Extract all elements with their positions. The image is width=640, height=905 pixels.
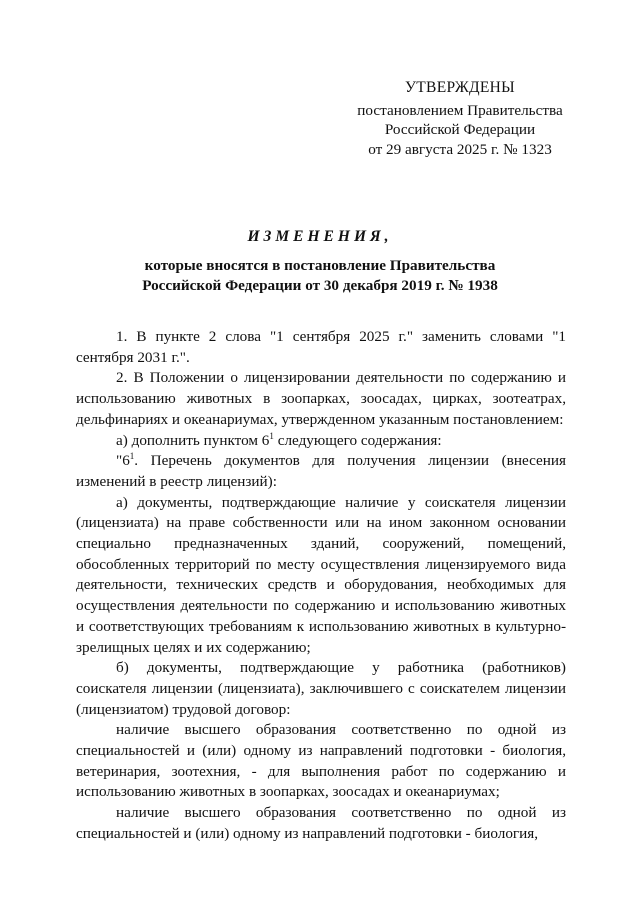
paragraph-4-text-a: "6 bbox=[116, 452, 130, 470]
subheading-line-1: которые вносятся в постановление Правительства bbox=[144, 257, 496, 274]
paragraph-5: а) документы, подтверждающие наличие у соискателя лицензии (лицензиата) на праве собственности или на ином законном основании специально предназначенных зданий, сооружений, помещений, обособленных территорий по месту осуществления лицензируемого вида деятельности, технических средств и оборудования, необходимых для осуществления деятельности по содержанию и использованию животных и соответствующих требованиям к использованию животных в культурно-зрелищных целях и их содержанию; bbox=[76, 493, 566, 656]
paragraph-7: наличие высшего образования соответственно по одной из специальностей и (или) одному из направлений подготовки - биология, ветеринария, зоотехния, - для выполнения работ по содержанию и использованию животных в зоопарках, зоосадах и океанариумах; bbox=[76, 721, 566, 801]
paragraph-3-superscript: 1 bbox=[269, 430, 274, 441]
approval-title: УТВЕРЖДЕНЫ bbox=[405, 79, 515, 96]
paragraph-4-text-b: . Перечень документов для получения лицензии (внесения изменений в реестр лицензий): bbox=[76, 452, 566, 490]
approval-line-3: от 29 августа 2025 г. № 1323 bbox=[368, 140, 552, 158]
paragraph-2: 2. В Положении о лицензировании деятельности по содержанию и использованию животных в зоопарках, зоосадах, цирках, зоотеатрах, дельфинариях и океанариумах, утвержденном указанным постановлением: bbox=[76, 369, 566, 428]
paragraph-3-text-b: следующего содержания: bbox=[273, 431, 442, 449]
paragraph-6: б) документы, подтверждающие у работника (работников) соискателя лицензии (лицензиата), заключившего с соискателем лицензии (лицензиатом) трудовой договор: bbox=[76, 659, 566, 718]
document-body bbox=[76, 327, 566, 845]
paragraph-8: наличие высшего образования соответственно по одной из специальностей и (или) одному из направлений подготовки - биология, bbox=[76, 804, 566, 842]
paragraph-3 bbox=[76, 431, 566, 452]
approval-line-2: Российской Федерации bbox=[384, 121, 536, 138]
subheading-line-2: Российской Федерации от 30 декабря 2019 г. № 1938 bbox=[142, 277, 498, 294]
document-heading: ИЗМЕНЕНИЯ, bbox=[247, 228, 393, 245]
document-subheading bbox=[90, 256, 550, 296]
paragraph-4 bbox=[76, 451, 566, 492]
approval-block bbox=[340, 78, 580, 159]
paragraph-3-text-a: а) дополнить пунктом 6 bbox=[116, 431, 270, 449]
paragraph-1: 1. В пункте 2 слова "1 сентября 2025 г." заменить словами "1 сентября 2031 г.". bbox=[76, 328, 566, 366]
paragraph-4-superscript: 1 bbox=[129, 451, 135, 462]
approval-line-1: постановлением Правительства bbox=[357, 101, 563, 119]
